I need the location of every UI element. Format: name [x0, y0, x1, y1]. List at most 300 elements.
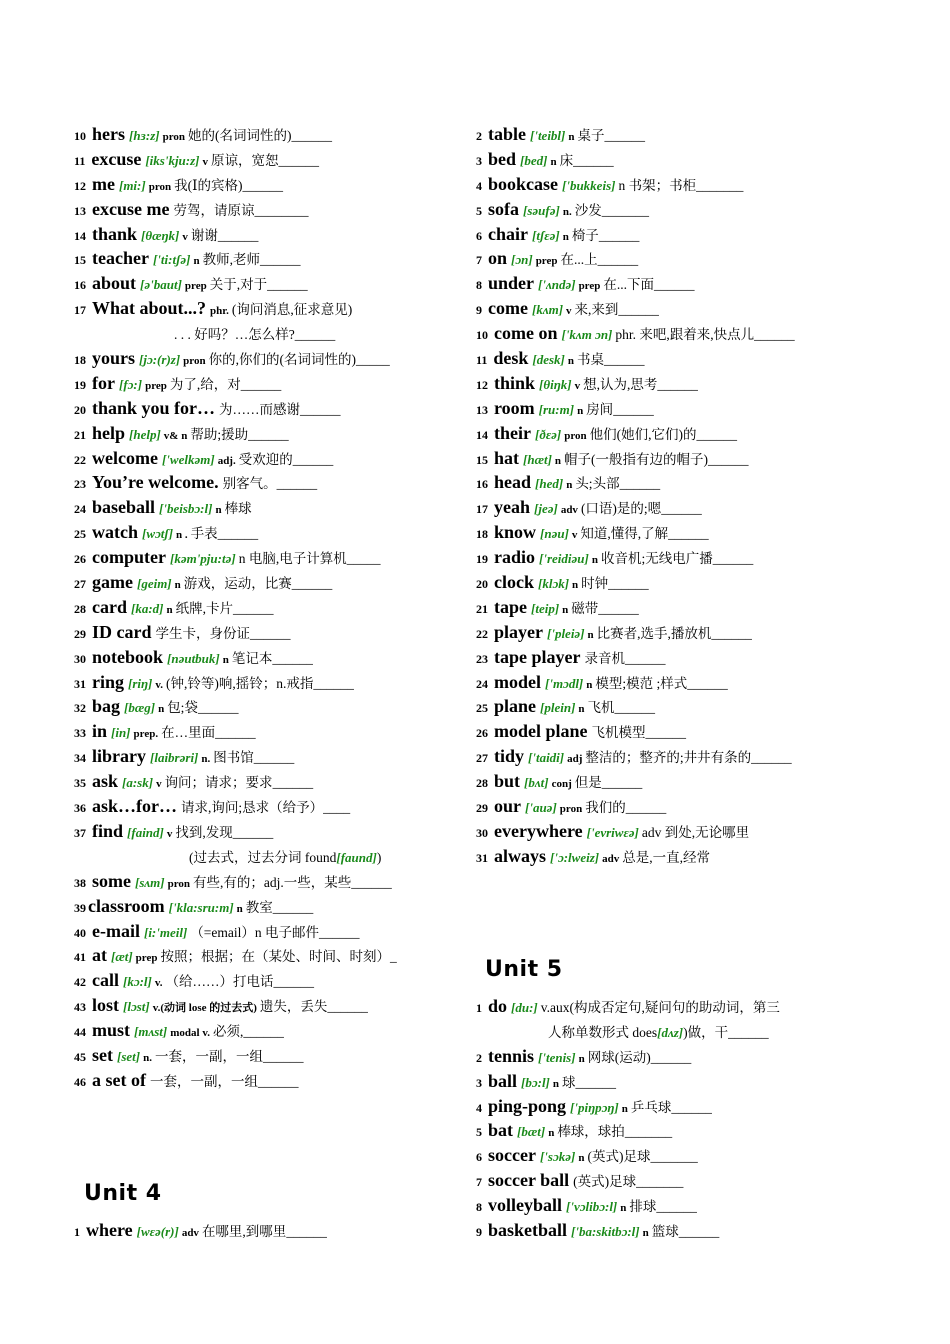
meaning: 找到,发现 [175, 824, 233, 840]
vocab-entry [476, 796, 916, 821]
phonetic: [klɔk] [538, 576, 570, 592]
part-of-speech: v [182, 230, 188, 243]
vocab-entry [476, 1170, 916, 1195]
meaning: 椅子 [571, 227, 599, 243]
vocab-word: card [92, 596, 127, 617]
entry-number: 36 [74, 801, 86, 816]
vocab-entry [74, 995, 474, 1020]
part-of-speech: v [566, 305, 572, 318]
part-of-speech: n. [562, 205, 572, 218]
part-of-speech: n [591, 554, 598, 567]
entry-number: 37 [74, 825, 86, 840]
entry-number: 40 [74, 925, 86, 940]
meaning: 你的,你们的(名词词性的) [208, 352, 356, 368]
phonetic: [kɔ:l] [123, 974, 152, 990]
meaning: 书桌 [576, 352, 604, 368]
vocab-entry [476, 373, 916, 398]
meaning: 整洁的；整齐的;井井有条的 [585, 750, 752, 766]
answer-blank: ______ [272, 899, 314, 915]
vocab-entry [74, 696, 474, 721]
meaning: v.aux(构成否定句,疑问句的助动词，第三 [540, 1000, 780, 1015]
entry-number: 2 [476, 129, 482, 143]
phonetic: ['vɔlibɔ:l] [566, 1199, 618, 1215]
vocab-word: thank you for… [92, 397, 216, 418]
phonetic: ['ɔ:lweiz] [550, 849, 600, 865]
answer-blank: ______ [291, 576, 333, 592]
entry-number: 43 [74, 1000, 86, 1015]
entry-number: 28 [476, 776, 488, 791]
answer-blank: ______ [240, 376, 282, 392]
phonetic: [bʌt] [524, 775, 549, 791]
meaning: (英式)足球 [573, 1174, 637, 1190]
phonetic: [kəm'pju:tə] [169, 551, 236, 567]
phonetic: ['klɑ:sru:m] [168, 899, 234, 915]
entry-number: 20 [476, 577, 488, 592]
entry-number: 14 [74, 228, 86, 243]
vocab-word: hers [92, 124, 125, 144]
vocab-word: tape player [494, 646, 581, 667]
phonetic: [i:'meil] [143, 924, 188, 940]
phonetic: [bæg] [124, 700, 156, 716]
part-of-speech: adv [181, 1227, 199, 1239]
part-of-speech: adj [567, 753, 583, 766]
meaning: 在…里面 [161, 725, 216, 741]
part-of-speech: n [193, 255, 200, 268]
answer-blank: _______ [601, 202, 649, 218]
phonetic: [mʌst] [134, 1024, 168, 1040]
entry-number: 26 [74, 552, 86, 567]
part-of-speech: v. [154, 977, 163, 990]
entry-number: 23 [74, 477, 86, 492]
answer-blank: ______ [292, 451, 334, 467]
answer-blank: ______ [668, 526, 709, 542]
meaning: 篮球 [651, 1224, 679, 1240]
vocab-word: know [494, 522, 537, 543]
part-of-speech: pron [183, 355, 206, 368]
phonetic: [səufə] [523, 202, 560, 218]
entry-number: 2 [476, 1050, 482, 1065]
answer-blank: ______ [276, 476, 318, 492]
answer-blank: ______ [645, 725, 687, 741]
part-of-speech: adj. [217, 454, 236, 467]
vocab-entry [476, 647, 916, 672]
entry-number: 27 [476, 751, 488, 766]
entry-number: 22 [74, 452, 86, 467]
phonetic: [nəutbuk] [167, 650, 220, 666]
unit4-vocab-list [74, 1220, 474, 1245]
phonetic: [mi:] [118, 177, 146, 193]
vocab-entry [74, 821, 474, 846]
entry-number: 24 [74, 502, 86, 517]
phonetic: ['reidiəu] [539, 551, 589, 567]
meaning: 头;头部 [575, 476, 620, 492]
meaning: 网球(运动) [587, 1049, 651, 1065]
entry-continuation [74, 846, 474, 871]
phonetic: [set] [117, 1048, 141, 1064]
vocab-word: but [494, 771, 521, 792]
meaning: 房间 [586, 401, 614, 417]
vocab-entry [476, 472, 916, 497]
vocab-word: ID card [92, 621, 152, 642]
part-of-speech: adv [602, 852, 620, 865]
meaning: 在...下面 [603, 277, 654, 293]
phonetic: [laibrəri] [150, 750, 199, 766]
vocab-entry [74, 1070, 474, 1095]
part-of-speech: v. [155, 678, 164, 691]
phonetic: ['bukkeis] [562, 177, 616, 193]
phonetic: [iks'kju:z] [145, 152, 200, 168]
meaning: 沙发 [574, 202, 602, 218]
meaning: （=email）n 电子邮件 [190, 924, 320, 940]
meaning: 他们(她们,它们)的 [589, 426, 697, 442]
entry-number: 13 [476, 402, 488, 417]
entry-number: 29 [74, 626, 86, 641]
vocab-entry [476, 124, 916, 149]
phonetic: [wɔtʃ] [142, 526, 174, 542]
phonetic: [ə'baut] [140, 277, 182, 293]
vocab-entry [476, 323, 916, 348]
phonetic: [in] [111, 725, 131, 741]
vocab-entry [74, 746, 474, 771]
part-of-speech: n [578, 1052, 585, 1065]
answer-blank: ______ [257, 1073, 299, 1089]
vocab-word: notebook [92, 646, 164, 667]
answer-blank: ______ [262, 1048, 304, 1064]
meaning: 请求,询问;恳求（给予） [181, 800, 324, 816]
phonetic: [hed] [535, 476, 564, 492]
vocab-word: in [92, 721, 108, 742]
answer-blank: ______ [294, 327, 336, 343]
vocab-entry [476, 1145, 916, 1170]
vocab-word: clock [494, 572, 534, 593]
part-of-speech: n [548, 1127, 555, 1140]
part-of-speech: n [567, 355, 574, 368]
vocab-entry [74, 622, 474, 647]
vocab-word: for [92, 372, 115, 393]
vocab-word: where [86, 1220, 133, 1240]
phonetic: ['taidi] [528, 750, 565, 766]
answer-blank: ______ [618, 302, 659, 318]
vocab-entry [74, 921, 474, 946]
phonetic: ['tenis] [538, 1049, 576, 1065]
vocab-word: help [92, 422, 126, 443]
vocab-word: head [494, 472, 532, 493]
vocab-entry [74, 970, 474, 995]
part-of-speech: n. [143, 1051, 152, 1064]
meaning: 时钟 [581, 576, 609, 592]
vocab-word: do [488, 996, 508, 1016]
vocab-entry [476, 1220, 916, 1245]
entry-number: 10 [476, 328, 488, 343]
phonetic: ['ʌndə] [538, 277, 576, 293]
vocab-entry [74, 1045, 474, 1070]
meaning: 排球 [629, 1199, 657, 1215]
part-of-speech: n [621, 1102, 628, 1115]
phonetic: ['sɔkə] [539, 1149, 576, 1165]
entry-number: 13 [74, 203, 86, 218]
meaning: (钟,铃等)响,摇铃；n.戒指 [166, 675, 314, 691]
part-of-speech: n [586, 678, 593, 691]
phonetic: [nəu] [540, 526, 569, 542]
meaning: 在哪里,到哪里 [201, 1224, 287, 1239]
answer-blank: _______ [624, 1124, 673, 1140]
entry-number: 25 [74, 527, 86, 542]
phonetic: [hɜ:z] [129, 128, 160, 143]
entry-number: 10 [74, 129, 86, 143]
vocab-word: set [92, 1044, 113, 1065]
vocab-word: think [494, 372, 536, 393]
vocab-entry [476, 547, 916, 572]
part-of-speech: modal v. [170, 1027, 210, 1040]
meaning: 别客气。 [222, 476, 277, 492]
vocab-entry [476, 1071, 916, 1096]
part-of-speech: n . [176, 529, 188, 542]
vocab-entry [74, 472, 474, 497]
answer-blank: ______ [253, 750, 295, 766]
vocab-word: yeah [494, 497, 530, 518]
meaning: 笔记本 [231, 650, 273, 666]
vocab-word: desk [493, 348, 529, 369]
phonetic: [plein] [540, 700, 576, 716]
vocab-word: bed [488, 148, 517, 169]
part-of-speech: pron [564, 429, 587, 442]
phonetic: [lɔst] [123, 999, 150, 1015]
meaning: 按照；根据；在（某处、时间、时刻） [160, 949, 390, 965]
entry-number: 11 [74, 153, 86, 168]
answer-blank: ______ [613, 401, 654, 417]
meaning: 游戏，运动，比赛 [183, 576, 292, 592]
meaning: 磁带 [571, 600, 599, 616]
answer-blank: ______ [248, 426, 289, 442]
vocab-word: chair [488, 223, 528, 244]
vocab-entry [74, 124, 474, 149]
answer-blank: ______ [654, 277, 695, 293]
part-of-speech: n [577, 404, 584, 417]
vocab-word: basketball [488, 1220, 568, 1241]
part-of-speech: n [562, 230, 569, 243]
phonetic: [riŋ] [128, 675, 153, 691]
part-of-speech: n [552, 1077, 560, 1090]
phonetic: [du:] [511, 1000, 538, 1015]
vocab-entry [74, 672, 474, 697]
answer-blank: ______ [351, 874, 392, 890]
meaning: 棒球，球拍 [557, 1124, 625, 1140]
answer-blank: ______ [687, 675, 728, 691]
vocab-entry [476, 572, 916, 597]
phonetic: ['piŋpɔŋ] [570, 1099, 619, 1115]
part-of-speech: v& n [163, 429, 188, 442]
answer-blank: ______ [625, 800, 667, 816]
vocab-entry [74, 572, 474, 597]
vocab-entry [476, 298, 916, 323]
vocab-word: ring [92, 671, 125, 692]
vocab-entry [74, 298, 474, 323]
vocab-entry [476, 1046, 916, 1071]
answer-blank: ______ [711, 625, 752, 641]
answer-blank: ______ [232, 824, 274, 840]
vocab-entry [476, 1195, 916, 1220]
vocab-word: tidy [494, 746, 525, 767]
meaning: phr. 来吧,跟着来,快点儿 [615, 327, 755, 343]
continuation-text: 人称单数形式 does [548, 1024, 658, 1040]
answer-blank: ______ [242, 177, 283, 193]
vocab-entry [476, 398, 916, 423]
phonetic: [faind] [127, 824, 164, 840]
entry-number: 21 [74, 427, 86, 442]
answer-blank: ______ [708, 451, 749, 467]
meaning: (口语)是的;嗯 [580, 501, 662, 517]
entry-number: 31 [74, 676, 86, 691]
part-of-speech: n [174, 579, 181, 592]
vocab-word: classroom [88, 895, 165, 916]
meaning: 在...上 [560, 252, 598, 268]
phonetic: [kʌm] [531, 302, 564, 318]
part-of-speech: n [236, 902, 243, 915]
entry-number: 46 [74, 1074, 86, 1089]
entry-number: 42 [74, 975, 86, 990]
answer-blank: ______ [751, 750, 792, 766]
vocab-word: bookcase [488, 173, 559, 194]
vocab-entry [476, 1120, 916, 1145]
phonetic: [ɑ:sk] [122, 775, 154, 791]
part-of-speech: v [156, 778, 162, 791]
vocab-entry [476, 522, 916, 547]
answer-blank: ______ [327, 999, 368, 1015]
vocab-entry [476, 248, 916, 273]
answer-blank: _______ [636, 1174, 684, 1190]
entry-number: 44 [74, 1025, 86, 1040]
entry-number: 5 [476, 1125, 482, 1140]
phonetic: [æt] [111, 949, 133, 965]
vocab-word: teacher [92, 248, 149, 269]
part-of-speech: prep [578, 280, 601, 293]
meaning: 床 [559, 152, 574, 168]
part-of-speech: n [166, 603, 173, 616]
part-of-speech: n [554, 454, 562, 467]
vocab-word: ask…for… [92, 796, 177, 817]
meaning: (询问消息,征求意见) [231, 302, 353, 318]
vocab-word: room [494, 397, 535, 418]
continuation-text: (过去式，过去分词 found [189, 849, 337, 865]
phonetic: [bæt] [517, 1124, 546, 1140]
entry-number: 9 [476, 303, 482, 318]
vocab-entry [476, 224, 916, 249]
part-of-speech: n [158, 703, 165, 716]
vocab-word: ball [488, 1070, 518, 1091]
answer-blank: _______ [696, 177, 744, 193]
vocab-word: me [92, 173, 115, 194]
answer-blank: ______ [657, 376, 698, 392]
answer-blank: ______ [650, 1049, 692, 1065]
answer-blank: ______ [197, 700, 239, 716]
entry-number: 18 [74, 353, 86, 368]
meaning: 图书馆 [213, 750, 254, 766]
part-of-speech: n [572, 579, 579, 592]
meaning: 必须, [212, 1024, 244, 1040]
answer-blank: ______ [728, 1024, 769, 1040]
phonetic: [bed] [520, 152, 548, 168]
entry-continuation [476, 1021, 916, 1046]
answer-blank: ______ [603, 352, 645, 368]
vocab-word: radio [494, 547, 536, 568]
part-of-speech: prep [535, 255, 558, 268]
phonetic: ['teibl] [530, 128, 566, 143]
answer-blank: ______ [319, 924, 360, 940]
vocab-word: come on [494, 323, 558, 344]
answer-blank: ______ [601, 775, 643, 791]
part-of-speech: n [568, 131, 575, 143]
answer-blank: ______ [678, 1224, 720, 1240]
vocab-entry [476, 696, 916, 721]
vocab-word: always [494, 845, 547, 866]
answer-blank: ______ [661, 501, 702, 517]
part-of-speech: prep [145, 379, 167, 392]
vocab-entry [74, 721, 474, 746]
meaning: 球 [562, 1074, 576, 1090]
vocab-entry [476, 423, 916, 448]
vocab-entry [74, 1220, 474, 1245]
entry-number: 38 [74, 875, 86, 890]
meaning: 一套，一副，一组 [149, 1073, 258, 1089]
entry-number: 16 [476, 477, 488, 492]
answer-blank: ______ [286, 1224, 327, 1239]
meaning: 乒乓球 [630, 1099, 672, 1115]
entry-number: 34 [74, 751, 86, 766]
part-of-speech: n [587, 628, 594, 641]
vocab-entry [476, 672, 916, 697]
vocab-word: baseball [92, 497, 156, 518]
entry-number: 1 [476, 1001, 482, 1015]
vocab-entry [74, 647, 474, 672]
continuation-tail: )做，干 [683, 1024, 729, 1040]
answer-blank: ______ [619, 476, 661, 492]
unit5-heading: Unit 5 [485, 957, 563, 982]
vocab-word: under [488, 273, 535, 294]
part-of-speech: n [642, 1227, 649, 1240]
meaning: 收音机;无线电广播 [600, 551, 713, 567]
phonetic: ['beisbɔ:l] [159, 501, 213, 517]
answer-blank: ______ [217, 526, 259, 542]
entry-number: 9 [476, 1225, 482, 1240]
entry-number: 32 [74, 701, 86, 716]
vocab-word: call [92, 970, 119, 991]
answer-blank: ______ [598, 600, 639, 616]
continuation-text: . . . 好吗？…怎么样? [174, 327, 295, 343]
phonetic: [jɔ:(r)z] [139, 352, 181, 368]
entry-number: 6 [476, 1150, 482, 1165]
answer-blank: ______ [272, 775, 314, 791]
answer-blank: ______ [573, 152, 614, 168]
phonetic: [geim] [136, 576, 172, 592]
answer-blank: ______ [712, 551, 754, 567]
meaning: 帮助;援助 [190, 426, 249, 442]
vocab-word: volleyball [488, 1195, 563, 1216]
vocab-word: game [92, 572, 133, 593]
answer-blank: ______ [259, 252, 301, 268]
phonetic: [wεə(r)] [136, 1224, 179, 1239]
vocab-entry [476, 771, 916, 796]
vocab-word: our [494, 796, 521, 817]
vocab-entry [476, 622, 916, 647]
entry-number: 33 [74, 726, 86, 741]
vocab-word: You’re welcome. [92, 472, 219, 493]
vocab-entry [74, 547, 474, 572]
vocab-entry [476, 174, 916, 199]
entry-number: 8 [476, 278, 482, 293]
meaning: 想,认为,思考 [583, 376, 658, 392]
answer-blank: ______ [300, 401, 341, 417]
vocab-entry [74, 149, 474, 174]
